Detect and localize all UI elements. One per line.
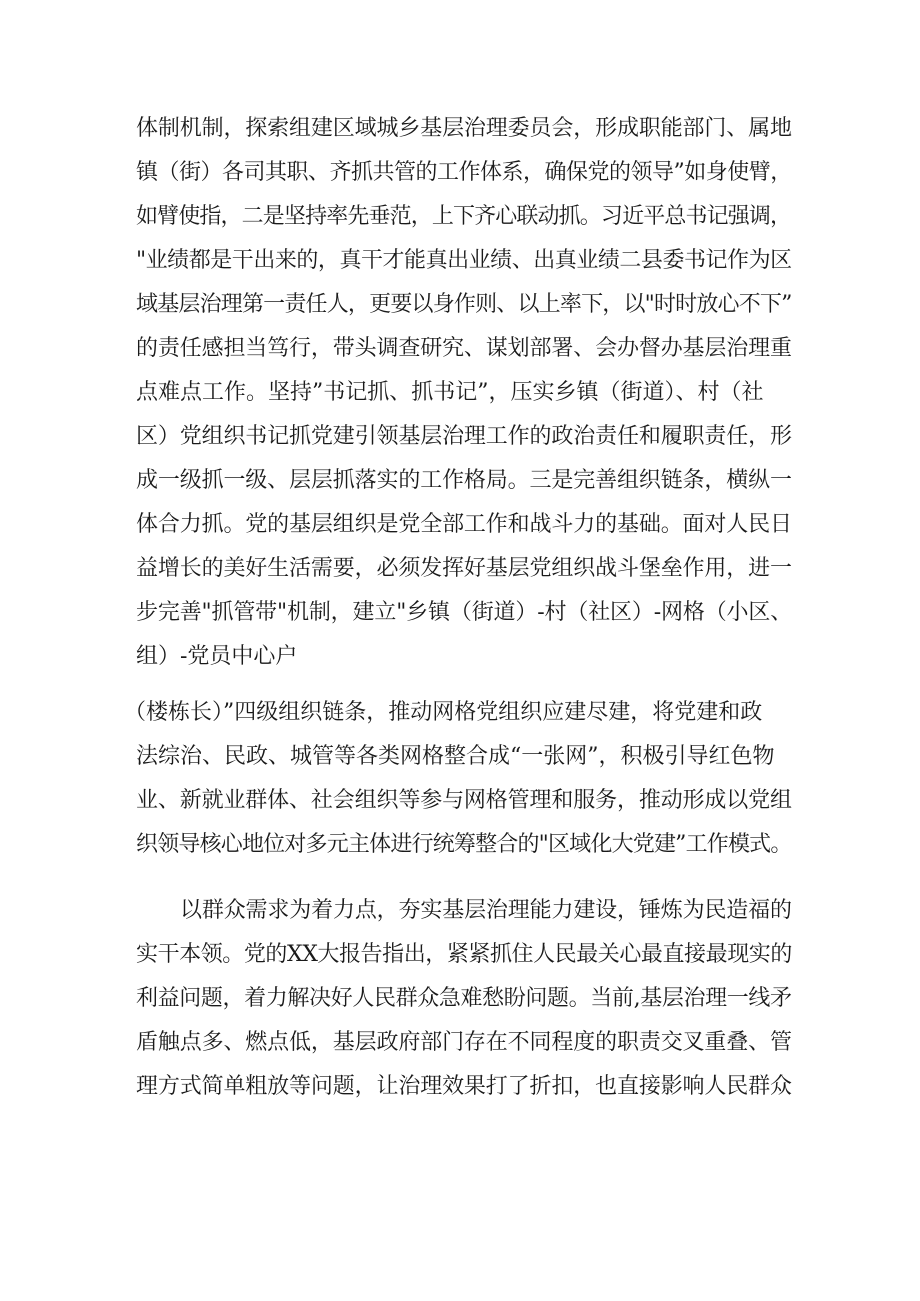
paragraph-line-13: 组）-党员中心户 (136, 644, 298, 669)
paragraph-line-1: 体制机制，探索组建区域城乡基层治理委员会，形成职能部门、属地 (136, 116, 792, 141)
paragraph-line-22: 理方式简单粗放等问题，让治理效果打了折扣，也直接影响人民群众 (136, 1074, 792, 1099)
paragraph-line-2: 镇（街）各司其职、齐抓共管的工作体系，确保党的领导”如身使臂， (136, 160, 792, 185)
paragraph-line-18: 以群众需求为着力点，夯实基层治理能力建设，锤炼为民造福的 (180, 898, 792, 923)
paragraph-line-19: 实干本领。党的XX大报告指出，紧紧抓住人民最关心最直接最现实的 (136, 942, 792, 967)
paragraph-line-3: 如臂使指，二是坚持率先垂范，上下齐心联动抓。习近平总书记强调， (136, 204, 792, 229)
paragraph-line-11: 益增长的美好生活需要，必须发挥好基层党组织战斗堡垒作用，进一 (136, 556, 792, 581)
paragraph-line-14: （楼栋长）”四级组织链条，推动网格党组织应建尽建，将党建和政 (124, 700, 763, 725)
paragraph-line-10: 体合力抓。党的基层组织是党全部工作和战斗力的基础。面对人民日 (136, 512, 792, 537)
paragraph-line-17: 织领导核心地位对多元主体进行统筹整合的"区域化大党建”工作模式。 (136, 832, 792, 857)
paragraph-line-8: 区）党组织书记抓党建引领基层治理工作的政治责任和履职责任，形 (136, 424, 792, 449)
paragraph-line-9: 成一级抓一级、层层抓落实的工作格局。三是完善组织链条，横纵一 (136, 468, 792, 493)
paragraph-line-20: 利益问题，着力解决好人民群众急难愁盼问题。当前,基层治理一线矛 (136, 986, 792, 1011)
paragraph-line-21: 盾触点多、燃点低，基层政府部门存在不同程度的职责交叉重叠、管 (136, 1030, 792, 1055)
paragraph-line-12: 步完善"抓管带"机制，建立"乡镇（街道）-村（社区）-网格（小区、 (136, 600, 793, 625)
paragraph-line-7: 点难点工作。坚持”书记抓、抓书记”，压实乡镇（街道）、村（社 (136, 380, 764, 405)
paragraph-line-4: "业绩都是干出来的，真干才能真出业绩、出真业绩二县委书记作为区 (136, 248, 792, 273)
paragraph-line-15: 法综治、民政、城管等各类网格整合成“一张网”，积极引导红色物 (136, 744, 775, 769)
paragraph-line-5: 域基层治理第一责任人，更要以身作则、以上率下，以"时时放心不下” (136, 292, 792, 317)
paragraph-line-6: 的责任感担当笃行，带头调查研究、谋划部署、会办督办基层治理重 (136, 336, 792, 361)
paragraph-line-16: 业、新就业群体、社会组织等参与网格管理和服务，推动形成以党组 (136, 788, 792, 813)
